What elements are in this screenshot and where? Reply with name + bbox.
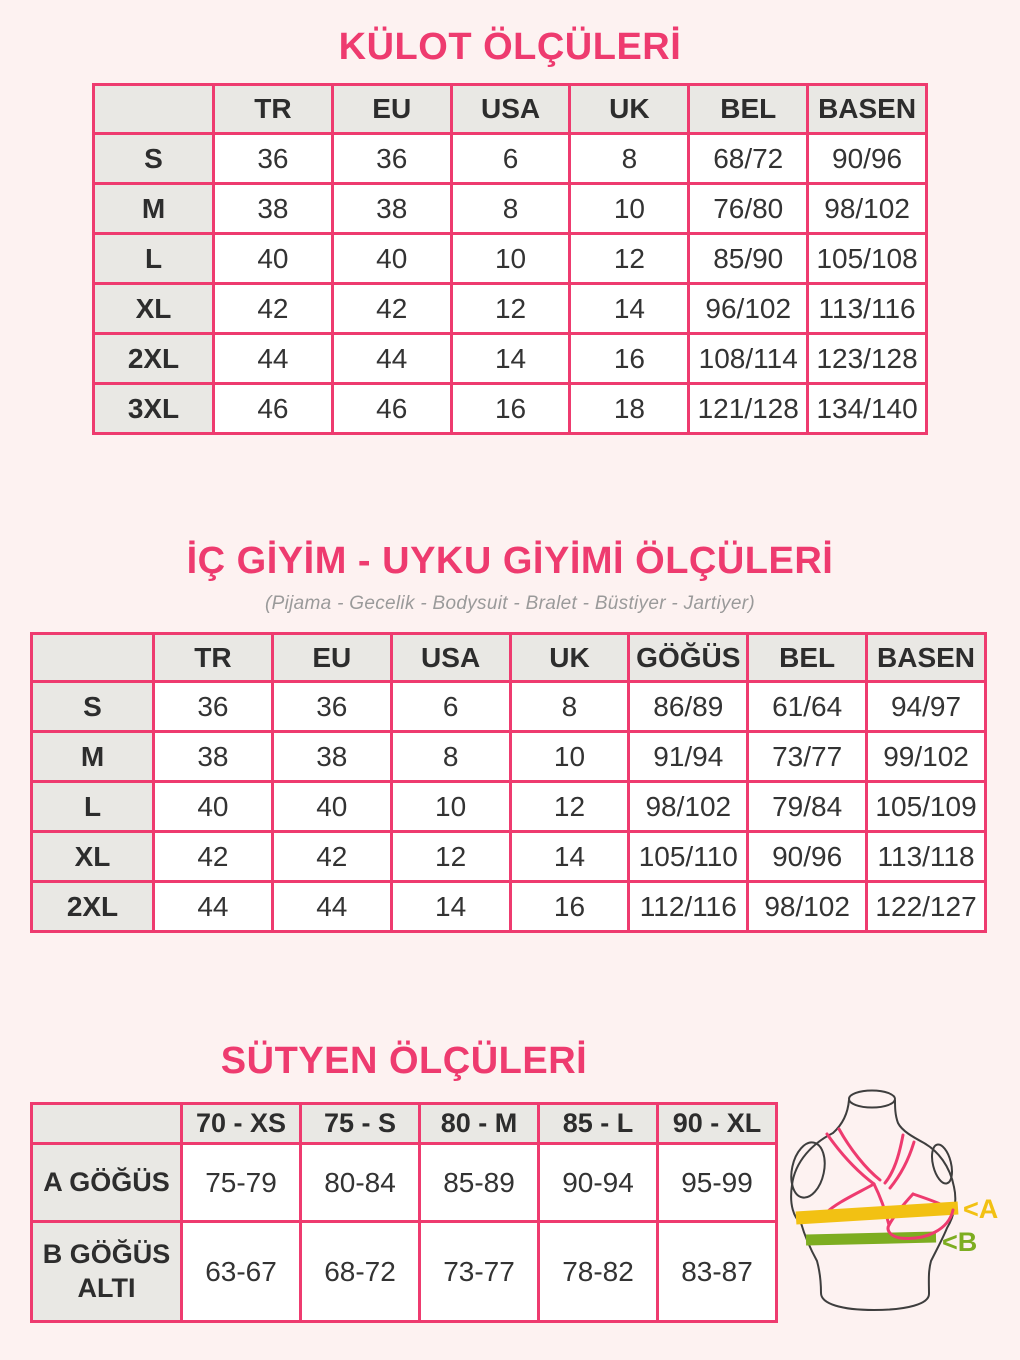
value-cell: 38 <box>272 732 391 782</box>
row-label-cell: S <box>32 682 154 732</box>
value-cell: 16 <box>451 384 570 434</box>
value-cell: 42 <box>272 832 391 882</box>
table-row <box>94 284 927 334</box>
table-row <box>32 732 986 782</box>
mannequin-right-armhole <box>928 1142 955 1185</box>
kulot-size-table <box>92 83 928 435</box>
header-cell-uk: UK <box>510 634 629 682</box>
value-cell: 83-87 <box>658 1222 777 1322</box>
table-row <box>94 384 927 434</box>
value-cell: 6 <box>391 682 510 732</box>
kulot-section-title: KÜLOT ÖLÇÜLERİ <box>338 26 682 68</box>
ic-giyim-header-row <box>32 634 986 682</box>
value-cell: 134/140 <box>808 384 927 434</box>
sutyen-size-table <box>30 1102 778 1323</box>
value-cell: 8 <box>570 134 689 184</box>
value-cell: 42 <box>154 832 273 882</box>
value-cell: 14 <box>570 284 689 334</box>
value-cell: 36 <box>332 134 451 184</box>
value-cell: 42 <box>214 284 333 334</box>
value-cell: 91/94 <box>629 732 748 782</box>
value-cell: 96/102 <box>689 284 808 334</box>
header-cell-bel: BEL <box>689 85 808 134</box>
value-cell: 63-67 <box>182 1222 301 1322</box>
row-label-cell: A GÖĞÜS <box>32 1144 182 1222</box>
value-cell: 38 <box>332 184 451 234</box>
value-cell: 38 <box>214 184 333 234</box>
mannequin-left-armhole <box>787 1139 830 1200</box>
header-cell-eu: EU <box>272 634 391 682</box>
table-row <box>32 1222 777 1322</box>
value-cell: 90/96 <box>808 134 927 184</box>
value-cell: 40 <box>332 234 451 284</box>
value-cell: 73/77 <box>748 732 867 782</box>
value-cell: 44 <box>214 334 333 384</box>
header-cell-70xs: 70 - XS <box>182 1104 301 1144</box>
header-cell-80m: 80 - M <box>420 1104 539 1144</box>
value-cell: 8 <box>451 184 570 234</box>
value-cell: 122/127 <box>867 882 986 932</box>
header-cell-usa: USA <box>451 85 570 134</box>
header-cell-90xl: 90 - XL <box>658 1104 777 1144</box>
value-cell: 78-82 <box>539 1222 658 1322</box>
row-label-cell: 2XL <box>32 882 154 932</box>
value-cell: 68-72 <box>301 1222 420 1322</box>
header-cell-empty <box>32 634 154 682</box>
value-cell: 75-79 <box>182 1144 301 1222</box>
value-cell: 44 <box>154 882 273 932</box>
value-cell: 16 <box>570 334 689 384</box>
value-cell: 86/89 <box>629 682 748 732</box>
header-cell-basen: BASEN <box>867 634 986 682</box>
header-cell-tr: TR <box>214 85 333 134</box>
header-cell-bel: BEL <box>748 634 867 682</box>
header-cell-uk: UK <box>570 85 689 134</box>
row-label-cell: M <box>32 732 154 782</box>
header-cell-85l: 85 - L <box>539 1104 658 1144</box>
value-cell: 8 <box>510 682 629 732</box>
value-cell: 98/102 <box>808 184 927 234</box>
value-cell: 94/97 <box>867 682 986 732</box>
bust-line-a <box>796 1208 958 1218</box>
value-cell: 85/90 <box>689 234 808 284</box>
value-cell: 76/80 <box>689 184 808 234</box>
value-cell: 10 <box>510 732 629 782</box>
value-cell: 85-89 <box>420 1144 539 1222</box>
value-cell: 105/109 <box>867 782 986 832</box>
value-cell: 46 <box>214 384 333 434</box>
table-row <box>32 1144 777 1222</box>
value-cell: 98/102 <box>629 782 748 832</box>
row-label-cell: L <box>32 782 154 832</box>
row-label-cell: S <box>94 134 214 184</box>
ic-giyim-size-table <box>30 632 987 933</box>
sutyen-header-row <box>32 1104 777 1144</box>
value-cell: 10 <box>451 234 570 284</box>
header-cell-usa: USA <box>391 634 510 682</box>
header-cell-gogus: GÖĞÜS <box>629 634 748 682</box>
value-cell: 40 <box>154 782 273 832</box>
header-cell-75s: 75 - S <box>301 1104 420 1144</box>
value-cell: 12 <box>391 832 510 882</box>
value-cell: 14 <box>391 882 510 932</box>
value-cell: 36 <box>154 682 273 732</box>
value-cell: 12 <box>570 234 689 284</box>
sutyen-section-title: SÜTYEN ÖLÇÜLERİ <box>220 1040 588 1082</box>
table-row <box>32 782 986 832</box>
value-cell: 36 <box>272 682 391 732</box>
value-cell: 44 <box>272 882 391 932</box>
row-label-cell: B GÖĞÜS ALTI <box>32 1222 182 1322</box>
value-cell: 105/108 <box>808 234 927 284</box>
row-label-cell: 2XL <box>94 334 214 384</box>
value-cell: 40 <box>272 782 391 832</box>
value-cell: 98/102 <box>748 882 867 932</box>
value-cell: 113/118 <box>867 832 986 882</box>
value-cell: 121/128 <box>689 384 808 434</box>
value-cell: 12 <box>510 782 629 832</box>
value-cell: 95-99 <box>658 1144 777 1222</box>
table-row <box>94 234 927 284</box>
value-cell: 113/116 <box>808 284 927 334</box>
table-row <box>32 882 986 932</box>
header-cell-tr: TR <box>154 634 273 682</box>
table-row <box>94 334 927 384</box>
value-cell: 18 <box>570 384 689 434</box>
value-cell: 108/114 <box>689 334 808 384</box>
row-label-cell: XL <box>94 284 214 334</box>
value-cell: 99/102 <box>867 732 986 782</box>
value-cell: 10 <box>570 184 689 234</box>
value-cell: 16 <box>510 882 629 932</box>
value-cell: 44 <box>332 334 451 384</box>
header-cell-basen: BASEN <box>808 85 927 134</box>
value-cell: 61/64 <box>748 682 867 732</box>
table-row <box>32 832 986 882</box>
value-cell: 105/110 <box>629 832 748 882</box>
measurement-label-b: <B <box>942 1227 978 1257</box>
value-cell: 73-77 <box>420 1222 539 1322</box>
value-cell: 12 <box>451 284 570 334</box>
mannequin-neck-top <box>849 1091 895 1108</box>
header-cell-empty <box>94 85 214 134</box>
table-row <box>94 134 927 184</box>
value-cell: 68/72 <box>689 134 808 184</box>
row-label-cell: L <box>94 234 214 284</box>
value-cell: 10 <box>391 782 510 832</box>
value-cell: 80-84 <box>301 1144 420 1222</box>
value-cell: 38 <box>154 732 273 782</box>
value-cell: 42 <box>332 284 451 334</box>
value-cell: 40 <box>214 234 333 284</box>
value-cell: 14 <box>510 832 629 882</box>
value-cell: 14 <box>451 334 570 384</box>
value-cell: 90/96 <box>748 832 867 882</box>
measurement-label-a: <A <box>963 1194 999 1224</box>
value-cell: 112/116 <box>629 882 748 932</box>
value-cell: 79/84 <box>748 782 867 832</box>
value-cell: 90-94 <box>539 1144 658 1222</box>
value-cell: 6 <box>451 134 570 184</box>
bra-measurement-diagram <box>786 1082 1018 1360</box>
value-cell: 36 <box>214 134 333 184</box>
table-row <box>32 682 986 732</box>
value-cell: 8 <box>391 732 510 782</box>
ic-giyim-section-title: İÇ GİYİM - UYKU GİYİMİ ÖLÇÜLERİ <box>186 540 834 582</box>
header-cell-eu: EU <box>332 85 451 134</box>
kulot-header-row <box>94 85 927 134</box>
row-label-cell: 3XL <box>94 384 214 434</box>
table-row <box>94 184 927 234</box>
value-cell: 46 <box>332 384 451 434</box>
row-label-cell: XL <box>32 832 154 882</box>
header-cell-empty <box>32 1104 182 1144</box>
row-label-cell: M <box>94 184 214 234</box>
ic-giyim-section-subtitle: (Pijama - Gecelik - Bodysuit - Bralet - Büstiyer - Jartiyer) <box>265 593 755 614</box>
value-cell: 123/128 <box>808 334 927 384</box>
